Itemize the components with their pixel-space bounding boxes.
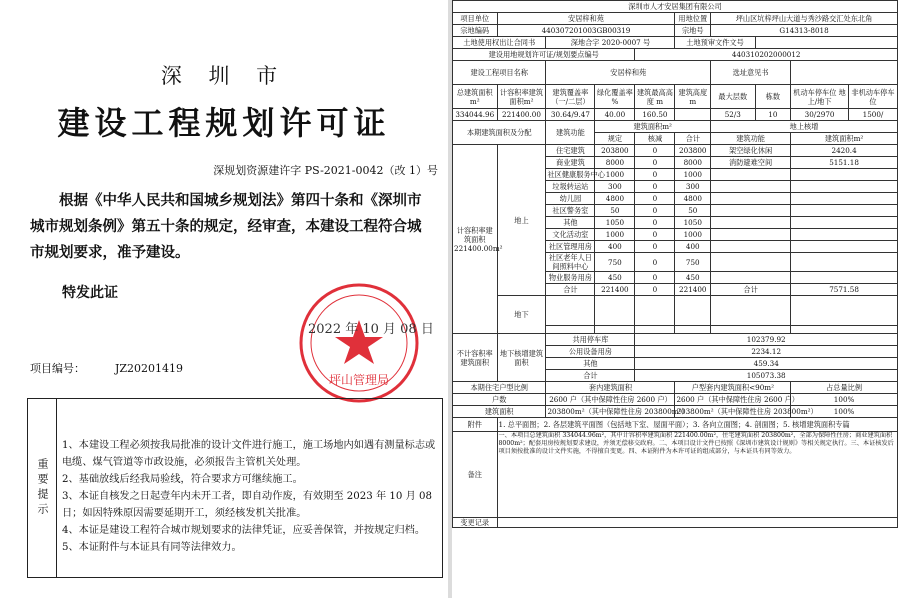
cell: 203800 — [595, 145, 635, 157]
value-cell: 1500/ — [849, 109, 898, 121]
cell: 0 — [635, 284, 675, 296]
section-label: 地上 — [497, 145, 546, 296]
cell: 450 — [595, 272, 635, 284]
cell: 300 — [675, 181, 711, 193]
note-item: 3、本证自核发之日起壹年内未开工者，即自动作废，有效期至 2023 年 10 月 08 日；如因特殊原因需要延期开工，须经核发机关批准。 — [62, 491, 432, 519]
cell: 440307201003GB00319 — [497, 25, 675, 37]
cell: 1000 — [595, 169, 635, 181]
table-row: 住宅建筑 — [546, 145, 595, 157]
note-item: 2、基础放线后经我局验线，符合要求方可继续施工。 — [62, 474, 303, 485]
header-cell: 户型套内建筑面积<90m² — [675, 382, 791, 394]
cell: 450 — [675, 272, 711, 284]
table-row: 公用设备用房 — [546, 346, 635, 358]
cell: 宗地号 — [675, 25, 711, 37]
table-row: 社区老年人日间照料中心 — [546, 253, 595, 272]
cell: 0 — [635, 181, 675, 193]
table-row: 其他 — [546, 217, 595, 229]
cell: 203800m²（其中保障性住房 203800m²） — [676, 407, 818, 416]
cell: 50 — [595, 205, 635, 217]
cell: 4800 — [595, 193, 635, 205]
cell: 选址意见书 — [711, 61, 791, 85]
cell: 安居梓和苑 — [546, 61, 711, 85]
cell: 221400 — [595, 284, 635, 296]
cell: G14313-8018 — [711, 25, 898, 37]
header-cell: 地上核增 — [711, 121, 898, 133]
table-row: 文化活动室 — [546, 229, 595, 241]
header-cell: 建筑高度 m — [675, 85, 711, 109]
svg-text:坪山管理局: 坪山管理局 — [328, 373, 390, 387]
section-label: 地下 — [497, 296, 546, 334]
cell: 2600 户（其中保障性住房 2600 户） — [546, 394, 675, 406]
cell: 750 — [675, 253, 711, 272]
important-notes — [27, 398, 443, 578]
value-cell: 30.64/9.47 — [546, 109, 595, 121]
cell: 2600 户（其中保障性住房 2600 户） — [676, 395, 799, 404]
header-cell: 建筑最高高度 m — [635, 85, 675, 109]
value-cell: 221400.00 — [497, 109, 546, 121]
cell: 建设工程项目名称 — [453, 61, 546, 85]
header-cell: 规定 — [595, 133, 635, 145]
cell: 0 — [635, 253, 675, 272]
cell: 100% — [791, 394, 898, 406]
permit-cover — [0, 0, 448, 598]
cell: 7571.58 — [791, 284, 898, 296]
header-cell: 总建筑面积m² — [453, 85, 498, 109]
section-label: 备注 — [453, 432, 498, 518]
cell: 1000 — [595, 229, 635, 241]
cell: 2234.12 — [635, 346, 898, 358]
permit-detail-table — [452, 0, 898, 528]
value-cell — [675, 109, 711, 121]
cell: 4800 — [675, 193, 711, 205]
cell: 0 — [635, 272, 675, 284]
sum-row: 合计 — [546, 284, 595, 296]
cell: 项目单位 — [453, 13, 498, 25]
cell — [791, 61, 898, 85]
cell: 宗地编码 — [453, 25, 498, 37]
attachments-text: 1. 总平面图；2. 各层建筑平面图（包括地下室、屋面平面）；3. 各向立面图；4. 剖面图；5. 核增建筑面积专篇 — [497, 418, 898, 432]
section-label: 本期建筑面积及分配 — [453, 121, 546, 145]
table-row: 合计 — [546, 370, 635, 382]
header-cell: 建筑面积m² — [791, 133, 898, 145]
value-cell: 52/3 — [711, 109, 756, 121]
header-cell: 合计 — [675, 133, 711, 145]
city-name: 深 圳 市 — [160, 64, 288, 88]
cell: 400 — [595, 241, 635, 253]
header-cell: 非机动车停车位 — [849, 85, 898, 109]
cell: 坪山区坑梓坪山大道与秀沙路交汇处东北角 — [711, 13, 898, 25]
table-row: 商业建筑 — [546, 157, 595, 169]
remarks-text: 一、本项目总建筑面积 334044.96m²，其中计容积率建筑面积 221400.00m²，住宅建筑面积 203800m²，全部为保障性住房；商业建筑面积 8000m²；配套用房按规划要求建设，并须无偿移交政府。二、本项目设计文件已按照《深圳市建筑设计规则》等相关规定执行。三、本证核发后项目须按批准的设计文件实施，不得擅自变更。四、本证附件为本许可证的组成部分，与本证具有同等效力。 — [497, 432, 898, 518]
table-row: 幼儿园 — [546, 193, 595, 205]
header-cell: 占总量比例 — [791, 382, 898, 394]
value-cell: 160.50 — [635, 109, 675, 121]
official-seal — [296, 280, 422, 406]
value-cell: 30/2970 — [791, 109, 849, 121]
notes-label: 重要提示 — [28, 399, 57, 577]
section-label: 不计容积率建筑面积 — [453, 334, 498, 382]
header-cell: 最大层数 — [711, 85, 756, 109]
table-row: 社区管理用房 — [546, 241, 595, 253]
project-number: 项目编号： JZ20201419 — [30, 362, 184, 375]
cell: 合计 — [711, 284, 791, 296]
note-item: 5、本证附件与本证具有同等法律效力。 — [62, 542, 242, 553]
cell: 8000 — [595, 157, 635, 169]
table-row: 户数 — [453, 394, 546, 406]
cell: 消防避难空间 — [711, 157, 791, 169]
top-partial-row: 深圳市人才安居集团有限公司 — [453, 1, 898, 13]
cell: 土地使用权出让合同书 — [453, 37, 546, 49]
cell: 203800m²（其中保障性住房 203800m²） — [547, 407, 689, 416]
header-cell: 建筑覆盖率（一/二层） — [546, 85, 595, 109]
cell: 0 — [635, 217, 675, 229]
cell: 300 — [595, 181, 635, 193]
value-cell: 40.00 — [595, 109, 635, 121]
section-label: 地下核增建筑面积 — [497, 334, 546, 382]
issue-date: 2022 年 10 月 08 日 — [308, 322, 434, 337]
value-cell: 334044.96 — [453, 109, 498, 121]
legal-basis-text: 根据《中华人民共和国城乡规划法》第四十条和《深圳市城市规划条例》第五十条的规定，经审查，本建设工程符合城市规划要求，准予建设。 — [30, 192, 422, 261]
table-row: 社区警务室 — [546, 205, 595, 217]
cell: 50 — [675, 205, 711, 217]
table-row: 垃圾转运站 — [546, 181, 595, 193]
cell: 203800 — [675, 145, 711, 157]
cell: 1050 — [675, 217, 711, 229]
header-cell: 机动车停车位 地上/地下 — [791, 85, 849, 109]
table-row: 共用停车库 — [546, 334, 635, 346]
cell: 0 — [635, 229, 675, 241]
cell: 0 — [635, 169, 675, 181]
cell: 105073.38 — [635, 370, 898, 382]
header-cell: 建筑功能 — [546, 121, 595, 145]
cell: 1000 — [675, 229, 711, 241]
cell: 2420.4 — [791, 145, 898, 157]
cell: 0 — [635, 145, 675, 157]
header-cell: 套内建筑面积 — [546, 382, 675, 394]
header-cell: 建筑面积m² — [595, 121, 711, 133]
table-row: 社区健康服务中心 — [547, 170, 605, 179]
table-row: 物业服务用房 — [546, 272, 595, 284]
cell: 深地合字 2020-0007 号 — [546, 37, 675, 49]
cell: 土地预审文件文号 — [675, 37, 755, 49]
cell: 0 — [635, 205, 675, 217]
table-row: 其他 — [546, 358, 635, 370]
value-cell: 10 — [755, 109, 791, 121]
cell — [755, 37, 897, 49]
cell: 0 — [635, 241, 675, 253]
cell: 100% — [791, 406, 898, 418]
cell: 8000 — [675, 157, 711, 169]
header-cell: 建筑功能 — [711, 133, 791, 145]
header-cell: 核减 — [635, 133, 675, 145]
permit-title: 建设工程规划许可证 — [57, 104, 391, 142]
cell: 建设用地规划许可证/规划要点编号 — [453, 49, 635, 61]
cell: 用地位置 — [675, 13, 711, 25]
cell: 459.34 — [635, 358, 898, 370]
cell: 5151.18 — [791, 157, 898, 169]
cell: 安居梓和苑 — [497, 13, 675, 25]
cell: 1000 — [675, 169, 711, 181]
cell: 架空绿化休闲 — [711, 145, 791, 157]
note-item: 1、本建设工程必须按我局批准的设计文件进行施工，施工场地内如遇有测量标志或电缆、煤气管道等市政设施，必须报告主管机关处理。 — [62, 440, 436, 468]
cell: 102379.92 — [635, 334, 898, 346]
section-label: 本期住宅户型比例 — [453, 382, 546, 394]
note-item: 4、本证是建设工程符合城市规划要求的法律凭证，应妥善保管，并按规定归档。 — [62, 525, 426, 536]
section-label: 附件 — [453, 418, 498, 432]
cell: 440310202000012 — [635, 49, 898, 61]
section-label: 计容积率建筑面积 221400.00m² — [453, 145, 498, 334]
header-cell: 计容积率建筑面积m² — [497, 85, 546, 109]
section-label: 变更记录 — [453, 518, 498, 528]
cell: 400 — [675, 241, 711, 253]
header-cell: 栋数 — [755, 85, 791, 109]
cell: 221400 — [675, 284, 711, 296]
cell: 0 — [635, 193, 675, 205]
issue-statement: 特发此证 — [62, 285, 118, 301]
cell: 750 — [595, 253, 635, 272]
table-row: 建筑面积 — [453, 406, 546, 418]
cell: 0 — [635, 157, 675, 169]
cell: 1050 — [595, 217, 635, 229]
header-cell: 绿化覆盖率 % — [595, 85, 635, 109]
document-number: 深规划资源建许字 PS-2021-0042（改 1）号 — [213, 164, 438, 177]
